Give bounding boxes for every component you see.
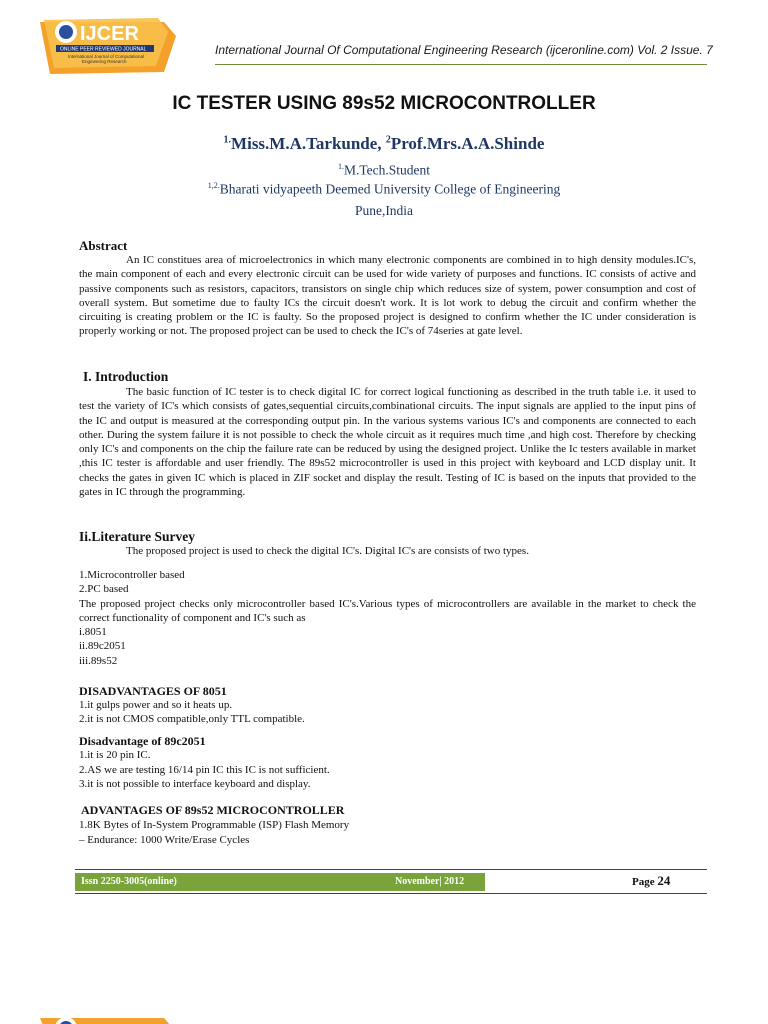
author-1-sup: 1. — [223, 134, 232, 146]
footer-date: November| 2012 — [395, 876, 465, 887]
abstract-text: An IC constitues area of microelectronics in which many electronic components are combined in to high density modules.IC's, the main component of each and every electronic circuit can be used for wide variety of purposes and functions. IC consists of active and passive components such as resistors, capacitors, transistors on single chip which reduces size of system, power consumption and cost of overall system. But sometime due to faulty ICs the circuit doesn't work. It is lot work to debug the circuit and confirm whether the circuiting is creating problem or the IC is faulty. So the proposed project is designed to confirm whether the IC under consideration is properly working or not. The proposed project can be used to check the IC's of 74series at gate level. — [79, 254, 696, 338]
paper-title: IC TESTER USING 89s52 MICROCONTROLLER — [172, 93, 596, 114]
author-2-sup: 2 — [385, 134, 391, 146]
introduction-text: The basic function of IC tester is to check digital IC for correct logical functioning as described in the truth table i.e. it used to test the variety of IC's which consists of gates,sequential circuits,combinational circuits. The input signals are applied to the input pins of the IC and output is measured at the corresponding output pin. In the various systems various IC's and components are connected to each other. During the system failure it is not possible to check the whole circuit as it requires much time ,and high cost. Therefore by checking only IC's and components on the chip the failure rate can be reduced by using the designed project. Unlike the Ic testers available in market ,this IC tester is affordable and user friendly. The 89s52 microcontroller is used in this project with keyboard and LCD display unit. It checks the gates in given IC which is placed in ZIF socket and display the result. Testing of IC is based on the inputs that provided to the gates in IC through the programming. — [79, 386, 696, 499]
advantages-89s52-heading: ADVANTAGES OF 89s52 MICROCONTROLLER — [81, 803, 345, 817]
header-divider — [215, 64, 707, 65]
footer-divider — [75, 869, 707, 870]
next-page-logo — [38, 1012, 206, 1024]
affiliation-1-text: M.Tech.Student — [343, 162, 431, 178]
controller-item: i.8051 — [79, 626, 107, 638]
logo-subtitle-1: International Journal of Computational — [68, 54, 145, 59]
logo-text: IJCER — [80, 23, 139, 45]
disadvantage-item: 3.it is not possible to interface keyboard and display. — [79, 778, 311, 790]
advantage-item: 1.8K Bytes of In-System Programmable (ISP) Flash Memory — [79, 819, 350, 831]
author-line — [0, 134, 768, 154]
footer-divider-bottom — [75, 893, 707, 894]
literature-paragraph: The proposed project checks only microcontroller based IC's.Various types of microcontrollers are available in the market to check the correct functionality of component and IC's such as — [79, 598, 696, 625]
abstract-heading: Abstract — [79, 238, 128, 253]
disadvantages-8051-heading: DISADVANTAGES OF 8051 — [79, 684, 227, 698]
introduction-heading: I. Introduction — [83, 369, 169, 384]
affiliation-2-text: Bharati vidyapeeth Deemed University College of Engineering — [219, 181, 561, 197]
affiliation-2 — [0, 181, 768, 198]
literature-intro: The proposed project is used to check the digital IC's. Digital IC's are consists of two types. — [126, 545, 529, 557]
disadvantage-item: 1.it gulps power and so it heats up. — [79, 699, 233, 711]
author-2: Prof.Mrs.A.A.Shinde — [390, 134, 545, 153]
controller-item: ii.89c2051 — [79, 640, 126, 652]
affiliation-1 — [0, 162, 768, 179]
literature-heading: Ii.Literature Survey — [79, 529, 195, 544]
footer-page — [632, 873, 670, 889]
controller-item: iii.89s52 — [79, 655, 118, 667]
journal-header-line: International Journal Of Computational Engineering Research (ijceronline.com) Vol. 2 Issue. 7 — [215, 43, 713, 57]
author-1: Miss.M.A.Tarkunde, — [231, 134, 386, 153]
disadvantage-item: 1.it is 20 pin IC. — [79, 749, 151, 761]
ijcer-logo-graphic — [38, 14, 206, 76]
advantage-item: – Endurance: 1000 Write/Erase Cycles — [79, 834, 250, 846]
disadvantage-item: 2.AS we are testing 16/14 pin IC this IC is not sufficient. — [79, 764, 330, 776]
affiliation-3: Pune,India — [354, 203, 414, 218]
type-item: 1.Microcontroller based — [79, 569, 185, 581]
type-item: 2.PC based — [79, 583, 129, 595]
logo-subtitle-2: Engineering Research — [82, 59, 127, 64]
logo-banner: ONLINE PEER REVIEWED JOURNAL — [60, 46, 147, 53]
affiliation-2-sup: 1,2. — [207, 181, 220, 190]
affiliation-1-sup: 1. — [337, 162, 344, 171]
footer-issn: Issn 2250-3005(online) — [81, 876, 177, 887]
ijcer-logo — [38, 14, 206, 76]
disadvantage-item: 2.it is not CMOS compatible,only TTL compatible. — [79, 713, 305, 725]
disadvantage-89c2051-heading: Disadvantage of 89c2051 — [79, 734, 206, 748]
page-label: Page — [632, 876, 658, 888]
next-page-preview — [0, 1010, 768, 1024]
page-number: 24 — [657, 873, 671, 888]
